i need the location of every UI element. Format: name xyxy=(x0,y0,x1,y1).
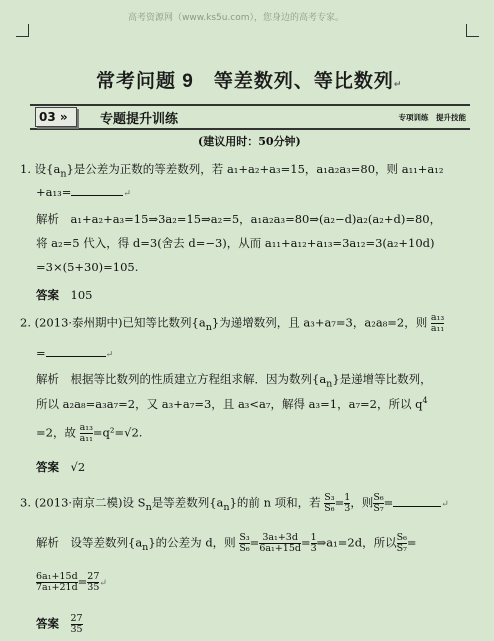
q3-solution-line1: 解析 设等差数列$\{a_n\}$的公差为 d，则 $\frac{\text{S₃}}{\text{S₆}}$ = $\frac{\text{3a₁+3d}}{\text{6a₁+15d}}$ = $\frac{1}{3}$ ⇒a₁=2d，所以 $\frac{\text{S₆}}{\text{S₇}}$ = xyxy=(36,532,417,554)
q3-answer-blank xyxy=(393,506,441,507)
section-badge: 03 » xyxy=(35,107,77,127)
corner-mark-top-left xyxy=(16,24,29,37)
q3-solution-line2: $\frac{\text{6a₁+15d}}{\text{7a₁+21d}}$ = $\frac{27}{35}$ ↵ xyxy=(36,571,107,593)
q2-stem-line1: 2. (2013·泰州期中)已知等比数列$\{a_n\}$为递增数列，且 a₃+a₇=3，a₂a₈=2，则 $\frac{\text{a₁₃}}{\text{a₁₁}}$ xyxy=(20,312,445,334)
q2-stem-line2: = ↵ xyxy=(36,346,114,360)
q2-solution-line3: =2，故 $\frac{\text{a₁₃}}{\text{a₁₁}}$ =q²=√2. xyxy=(36,422,143,444)
q1-solution-line2: 将 a₂=5 代入，得 d=3(舍去 d=−3)，从而 a₁₁+a₁₂+a₁₃=3a₁₂=3(a₂+10d) xyxy=(36,236,435,250)
q2-solution-line1: 解析 根据等比数列的性质建立方程组求解．因为数列$\{a_n\}$是递增等比数列， xyxy=(36,372,432,390)
q3-answer: 答案 $\frac{27}{35}$ xyxy=(36,613,83,635)
q3-stem: 3. (2013·南京二模)设 $S_n$是等差数列$\{a_n\}$的前 n 项和，若 $\frac{\text{S₃}}{\text{S₆}}$ = $\frac{1}{3}$ ，则 $\frac{\text{S₆}}{\text{S₇}}$ = ↵ xyxy=(20,492,449,514)
section-title: 专题提升训练 xyxy=(100,112,179,127)
q2-answer: 答案 √2 xyxy=(36,460,86,474)
q1-stem-line2: +a₁₃= ↵ xyxy=(36,185,131,199)
page-header: 高考资源网（www.ks5u.com），您身边的高考专家。 xyxy=(128,13,345,23)
q1-answer: 答案 105 xyxy=(36,288,93,302)
q2-fraction: $\frac{\text{a₁₃}}{\text{a₁₁}}$ xyxy=(430,312,445,334)
q1-solution-line1: 解析 a₁+a₂+a₃=15⇒3a₂=15⇒a₂=5，a₁a₂a₃=80⇒(a₂−d)a₂(a₂+d)=80， xyxy=(36,212,442,226)
q2-answer-blank xyxy=(46,356,106,357)
corner-mark-top-right xyxy=(466,24,479,37)
section-subtitle: 专项训练 提升技能 xyxy=(398,113,466,122)
time-note: (建议用时：50分钟) xyxy=(198,135,301,148)
q1-solution-line3: =3×(5+30)=105. xyxy=(36,260,139,274)
section-banner xyxy=(30,104,470,130)
q1-answer-blank xyxy=(71,195,123,196)
q1-stem-line1: 1. 设$\{a_n\}$是公差为正数的等差数列，若 a₁+a₂+a₃=15，a₁a₂a₃=80，则 a₁₁+a₁₂ xyxy=(20,162,444,180)
q2-solution-line2: 所以 a₂a₈=a₃a₇=2，又 a₃+a₇=3，且 a₃<a₇，解得 a₃=1，a₇=2，所以 $q^4$ xyxy=(36,396,428,411)
page-title: 常考问题 9 等差数列、等比数列↵ xyxy=(96,71,403,92)
